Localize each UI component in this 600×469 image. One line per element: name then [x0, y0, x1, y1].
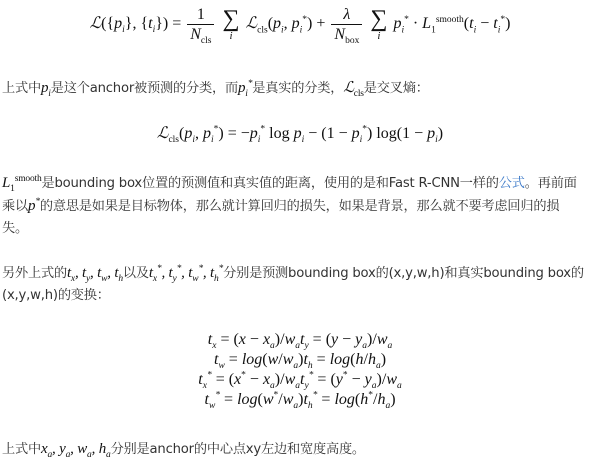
- paragraph-bbox-transform: 另外上式的$t_x$, $t_y$, $t_w$, $t_h$以及$t_x^*$, $t_y^*$, $t_w^*$, $t_h^*$分别是预测bounding box的(x,y,w,h)和真实bounding box的 (x,y,w,h)的变换：: [2, 264, 584, 303]
- loss-symbol: ℒ: [89, 13, 102, 33]
- fraction-1-over-ncls: $\frac{1}{N_{cls}}$: [187, 6, 214, 43]
- paragraph-smooth-l1-explanation: $L_1^{smooth}$是bounding box位置的预测值和真实值的距离，使用的是和Fast R-CNN一样的公式。再前面 乘以p*的意思是如果是目标物体，那么就计算回归的损失，如果是背景，那么就不要考虑回归的损 失。: [2, 174, 577, 236]
- sum-symbol: ∑ i: [370, 6, 388, 42]
- loss-equation: $ℒ(\{p_i\}$, $\{t_i\}$) = $\frac{1}{N_{cls}}$ ∑ i $ℒ_{cls}(p_i$, $p_i^*$) + $\frac{\lambda}{N_{box}}$ ∑ i $p_i^* \cdot L_1^{smooth}(t_i - t_i^*)$: [89, 6, 511, 47]
- bbox-transform-equations: $t_x = (x - x_a)/w_at_y = (y - y_a)/w_a$ $t_w = \log(w/w_a)t_h = \log(h/h_a)$ $t_x^* = (x^* - x_a)/w_at_y^* = (y^* - y_a)/w_a$ $t_w^* = \log(w^*/w_a)t_h^* = \log(h^*/h_a)$: [198, 331, 402, 412]
- formula-link[interactable]: 公式: [498, 176, 525, 191]
- sum-symbol: ∑ i: [222, 6, 240, 42]
- paragraph-anchor-definition: 上式中$x_a$, $y_a$, $w_a$, $h_a$分别是anchor的中心点xy左边和宽度高度。: [2, 441, 365, 460]
- paragraph-cls-explanation: 上式中$p_i$是这个anchor被预测的分类，而$p_i^*$是真实的分类，ℒ$_{cls}$是交叉熵：: [2, 78, 429, 99]
- fraction-lambda-over-nbox: $\frac{\lambda}{N_{box}}$: [331, 6, 362, 43]
- cross-entropy-equation: $ℒ_{cls}(p_i$, $p_i^*) = -p_i^*$ $\log p_i - (1 - p_i^*) \log(1 - p_i)$: [156, 123, 444, 146]
